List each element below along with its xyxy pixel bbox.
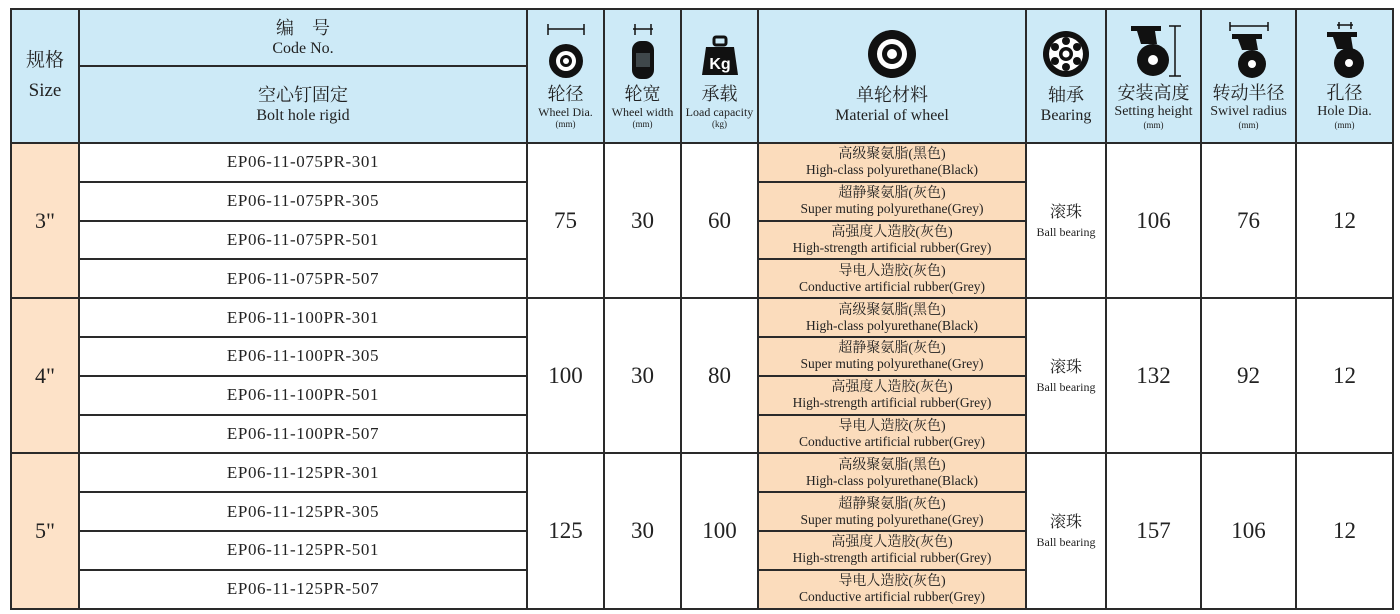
material-cell xyxy=(758,415,1026,454)
material-cn: 高强度人造胶(灰色) xyxy=(831,535,953,551)
bearing-cell xyxy=(1026,143,1106,298)
wheel-width-en: Wheel width xyxy=(611,104,674,119)
code-cell: EP06-11-125PR-501 xyxy=(79,531,527,570)
bearing-cn: 滚珠 xyxy=(1049,358,1082,376)
bearing-en: Ball bearing xyxy=(1036,224,1096,239)
material-en: Super muting polyurethane(Grey) xyxy=(800,201,984,217)
load-cell: 60 xyxy=(681,143,758,298)
weight-icon xyxy=(698,23,742,81)
wheel-width-icon xyxy=(621,23,665,81)
wheel-width-cell: 30 xyxy=(604,453,681,608)
hole-dia-header xyxy=(1296,9,1393,143)
setting-height-cell: 106 xyxy=(1106,143,1201,298)
material-cn: 单轮材料 xyxy=(856,85,928,105)
hole-dia-cell: 12 xyxy=(1296,143,1393,298)
caster-spec-table xyxy=(10,8,1394,610)
material-en: Conductive artificial rubber(Grey) xyxy=(799,433,985,449)
setting-height-header xyxy=(1106,9,1201,143)
wheel-dia-cn: 轮径 xyxy=(547,83,584,104)
bearing-en: Bearing xyxy=(1040,107,1092,124)
code-cell: EP06-11-125PR-301 xyxy=(79,453,527,492)
bearing-cn: 滚珠 xyxy=(1049,513,1082,531)
swivel-radius-cell: 76 xyxy=(1201,143,1296,298)
load-unit: (kg) xyxy=(712,118,727,129)
setting-height-cn: 安装高度 xyxy=(1117,82,1190,103)
fixing-header-en: Bolt hole rigid xyxy=(256,106,350,124)
material-en: Material of wheel xyxy=(835,107,949,124)
wheel-width-cn: 轮宽 xyxy=(624,83,661,104)
wheel-width-unit: (mm) xyxy=(632,118,653,129)
material-en: High-class polyurethane(Black) xyxy=(805,472,979,488)
code-cell: EP06-11-075PR-301 xyxy=(79,143,527,182)
wheel-width-cell: 30 xyxy=(604,298,681,453)
material-en: High-strength artificial rubber(Grey) xyxy=(792,395,992,411)
material-cn: 高级聚氨脂(黑色) xyxy=(838,457,946,473)
wheel-dia-cell: 125 xyxy=(527,453,604,608)
table-row xyxy=(11,453,1393,492)
material-cell xyxy=(758,221,1026,260)
swivel-radius-en: Swivel radius xyxy=(1210,103,1287,119)
setting-height-en: Setting height xyxy=(1114,103,1193,119)
material-cn: 超静聚氨脂(灰色) xyxy=(838,186,946,202)
load-header xyxy=(681,9,758,143)
code-cell: EP06-11-075PR-507 xyxy=(79,259,527,298)
code-cell: EP06-11-125PR-507 xyxy=(79,570,527,609)
size-header-cn: 规格 xyxy=(25,50,64,71)
bearing-en: Ball bearing xyxy=(1036,534,1096,549)
swivel-radius-cell: 106 xyxy=(1201,453,1296,608)
wheel-icon xyxy=(862,26,922,82)
hole-dia-cell: 12 xyxy=(1296,298,1393,453)
code-header xyxy=(79,9,527,66)
bearing-cell xyxy=(1026,298,1106,453)
material-cn: 超静聚氨脂(灰色) xyxy=(838,341,946,357)
hole-dia-cn: 孔径 xyxy=(1326,82,1363,103)
setting-height-cell: 132 xyxy=(1106,298,1201,453)
material-cn: 导电人造胶(灰色) xyxy=(838,263,946,279)
caster-swivel-icon xyxy=(1214,22,1284,80)
load-en: Load capacity xyxy=(685,104,754,119)
material-cn: 高强度人造胶(灰色) xyxy=(831,224,953,240)
ball-bearing-icon xyxy=(1041,26,1091,82)
material-cn: 高级聚氨脂(黑色) xyxy=(838,302,946,318)
swivel-radius-cn: 转动半径 xyxy=(1212,82,1285,103)
hole-dia-unit: (mm) xyxy=(1334,119,1355,130)
bearing-en: Ball bearing xyxy=(1036,379,1096,394)
code-header-cn: 编 号 xyxy=(276,17,330,38)
hole-dia-cell: 12 xyxy=(1296,453,1393,608)
wheel-width-header xyxy=(604,9,681,143)
swivel-radius-unit: (mm) xyxy=(1238,119,1259,130)
material-en: High-strength artificial rubber(Grey) xyxy=(792,550,992,566)
bearing-cell xyxy=(1026,453,1106,608)
material-en: Super muting polyurethane(Grey) xyxy=(800,511,984,527)
code-cell: EP06-11-125PR-305 xyxy=(79,492,527,531)
code-header-en: Code No. xyxy=(272,39,334,57)
material-cell xyxy=(758,570,1026,609)
material-cn: 超静聚氨脂(灰色) xyxy=(838,496,946,512)
code-cell: EP06-11-100PR-301 xyxy=(79,298,527,337)
wheel-dia-unit: (mm) xyxy=(555,118,576,129)
setting-height-cell: 157 xyxy=(1106,453,1201,608)
material-en: High-class polyurethane(Black) xyxy=(805,317,979,333)
caster-height-icon xyxy=(1119,22,1189,80)
size-cell: 5" xyxy=(11,453,79,608)
code-cell: EP06-11-075PR-501 xyxy=(79,221,527,260)
material-en: High-strength artificial rubber(Grey) xyxy=(792,239,992,255)
material-cell xyxy=(758,298,1026,337)
bearing-cn: 滚珠 xyxy=(1049,203,1082,221)
swivel-radius-header xyxy=(1201,9,1296,143)
material-cn: 导电人造胶(灰色) xyxy=(838,418,946,434)
material-cell xyxy=(758,337,1026,376)
material-en: Conductive artificial rubber(Grey) xyxy=(799,278,985,294)
size-cell: 4" xyxy=(11,298,79,453)
material-en: Super muting polyurethane(Grey) xyxy=(800,356,984,372)
material-cell xyxy=(758,531,1026,570)
wheel-dia-header xyxy=(527,9,604,143)
fixing-header-cn: 空心钉固定 xyxy=(258,84,348,105)
material-cn: 高强度人造胶(灰色) xyxy=(831,380,953,396)
material-en: Conductive artificial rubber(Grey) xyxy=(799,589,985,605)
wheel-diameter-icon xyxy=(544,23,588,81)
caster-hole-icon xyxy=(1315,22,1375,80)
material-cn: 导电人造胶(灰色) xyxy=(838,574,946,590)
code-cell: EP06-11-075PR-305 xyxy=(79,182,527,221)
material-cn: 高级聚氨脂(黑色) xyxy=(838,147,946,163)
bearing-header xyxy=(1026,9,1106,143)
material-cell xyxy=(758,376,1026,415)
material-cell xyxy=(758,143,1026,182)
code-cell: EP06-11-100PR-507 xyxy=(79,415,527,454)
table-row xyxy=(11,298,1393,337)
table-row xyxy=(11,143,1393,182)
table-body xyxy=(11,143,1393,609)
wheel-dia-en: Wheel Dia. xyxy=(538,104,593,119)
material-cell xyxy=(758,453,1026,492)
code-cell: EP06-11-100PR-501 xyxy=(79,376,527,415)
wheel-dia-cell: 75 xyxy=(527,143,604,298)
fixing-header xyxy=(79,66,527,143)
load-cn: 承载 xyxy=(701,83,738,104)
swivel-radius-cell: 92 xyxy=(1201,298,1296,453)
code-cell: EP06-11-100PR-305 xyxy=(79,337,527,376)
bearing-cn: 轴承 xyxy=(1048,85,1084,105)
material-cell xyxy=(758,259,1026,298)
setting-height-unit: (mm) xyxy=(1143,119,1164,130)
weight-icon-text: Kg xyxy=(708,55,731,73)
load-cell: 80 xyxy=(681,298,758,453)
size-cell: 3" xyxy=(11,143,79,298)
wheel-dia-cell: 100 xyxy=(527,298,604,453)
material-cell xyxy=(758,492,1026,531)
material-en: High-class polyurethane(Black) xyxy=(805,162,979,178)
hole-dia-en: Hole Dia. xyxy=(1317,103,1372,119)
wheel-width-cell: 30 xyxy=(604,143,681,298)
material-header xyxy=(758,9,1026,143)
size-header xyxy=(11,9,79,143)
size-header-en: Size xyxy=(28,80,62,101)
load-cell: 100 xyxy=(681,453,758,608)
material-cell xyxy=(758,182,1026,221)
